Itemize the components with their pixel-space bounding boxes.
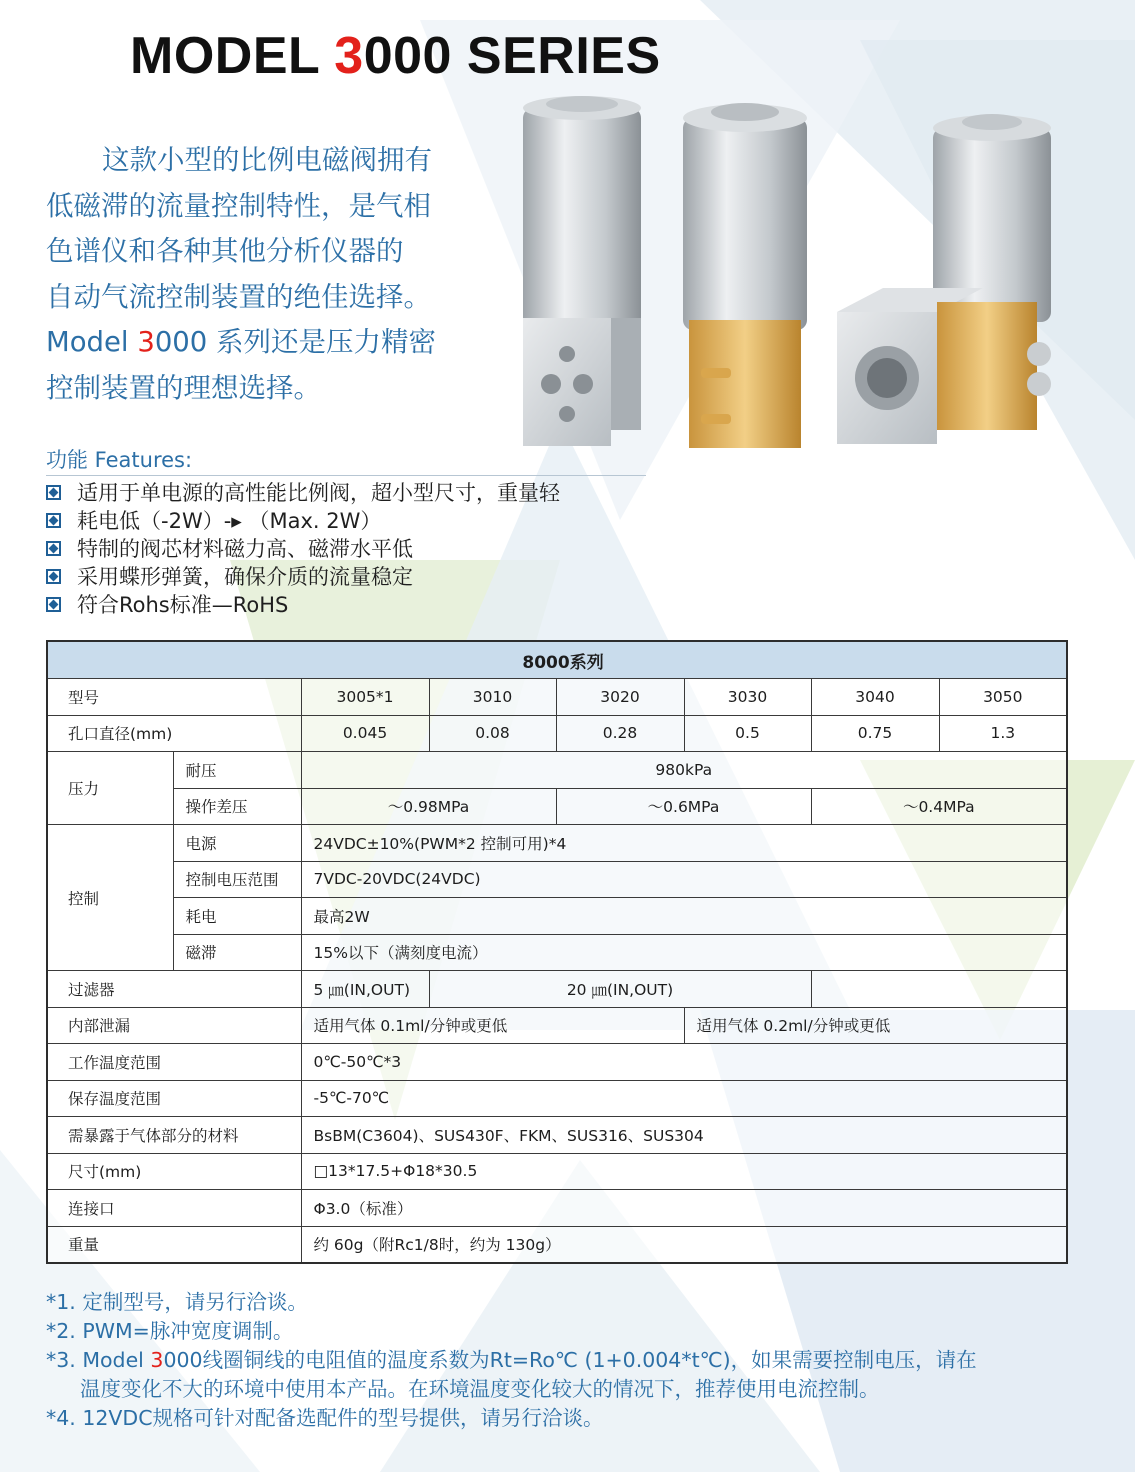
footnotes <box>46 1288 977 1433</box>
table-row <box>47 934 1067 971</box>
port-value: Φ3.0（标准） <box>301 1190 1067 1227</box>
diamond-bullet-icon <box>46 569 61 584</box>
power-label: 电源 <box>173 825 301 862</box>
model-cell: 3020 <box>556 679 684 716</box>
diff-pressure-label: 操作差压 <box>173 788 301 825</box>
table-header-row <box>47 641 1067 679</box>
table-row <box>47 1080 1067 1117</box>
filter-label: 过滤器 <box>47 971 301 1008</box>
valve-brass <box>683 103 807 448</box>
hysteresis-value: 15%以下（满刻度电流） <box>301 934 1067 971</box>
page-title <box>130 26 661 86</box>
leak-value: 适用气体 0.2ml/分钟或更低 <box>684 1007 1067 1044</box>
port-label: 连接口 <box>47 1190 301 1227</box>
footnote-3-prefix: *3. Model <box>46 1348 151 1372</box>
table-row <box>47 1153 1067 1190</box>
feature-text: 适用于单电源的高性能比例阀，超小型尺寸，重量轻 <box>77 481 560 505</box>
footnote-4: *4. 12VDC规格可针对配备选配件的型号提供，请另行洽谈。 <box>46 1406 604 1430</box>
intro-line-2: 低磁滞的流量控制特性，是气相 <box>46 189 431 222</box>
proof-pressure-label: 耐压 <box>173 752 301 789</box>
product-photos <box>505 92 1065 462</box>
table-row <box>47 1226 1067 1263</box>
valve-block <box>837 114 1051 444</box>
footnote-3-suffix: 000线圈铜线的电阻值的温度系数为Rt=Ro℃ (1+0.004*t℃)，如果需要控制电压，请在 <box>163 1348 977 1372</box>
features-heading: 功能 Features: <box>46 448 193 472</box>
table-row <box>47 788 1067 825</box>
feature-text: 特制的阀芯材料磁力高、磁滞水平低 <box>77 537 413 561</box>
table-row <box>47 679 1067 716</box>
filter-empty-cell <box>811 971 1067 1008</box>
intro-model-prefix: Model <box>46 326 138 358</box>
orifice-cell: 1.3 <box>939 715 1067 752</box>
weight-value: 约 60g（附Rc1/8时，约为 130g） <box>301 1226 1067 1263</box>
material-label: 需暴露于气体部分的材料 <box>47 1117 301 1154</box>
footnote-handwritten-digit: 3 <box>150 1348 164 1372</box>
intro-line-5 <box>46 320 476 366</box>
table-row <box>47 898 1067 935</box>
table-row <box>47 825 1067 862</box>
control-label: 控制 <box>47 825 173 971</box>
table-row <box>47 971 1067 1008</box>
power-value: 24VDC±10%(PWM*2 控制可用)*4 <box>301 825 1067 862</box>
voltage-range-value: 7VDC-20VDC(24VDC) <box>301 861 1067 898</box>
features-divider <box>46 475 646 476</box>
leak-value: 适用气体 0.1ml/分钟或更低 <box>301 1007 684 1044</box>
leak-label: 内部泄漏 <box>47 1007 301 1044</box>
feature-item <box>46 534 560 562</box>
table-row <box>47 1190 1067 1227</box>
intro-line-1: 这款小型的比例电磁阀拥有 <box>102 144 432 176</box>
spec-table <box>46 640 1068 1264</box>
model-label: 型号 <box>47 679 301 716</box>
intro-line-6: 控制装置的理想选择。 <box>46 371 321 404</box>
diff-pressure-value: ～0.98MPa <box>301 788 556 825</box>
title-suffix: 000 SERIES <box>363 27 661 85</box>
orifice-cell: 0.08 <box>429 715 556 752</box>
op-temp-label: 工作温度范围 <box>47 1044 301 1081</box>
footnote-3-continued: 温度变化不大的环境中使用本产品。在环境温度变化较大的情况下，推荐使用电流控制。 <box>80 1377 880 1401</box>
intro-paragraph <box>46 138 476 411</box>
pressure-label: 压力 <box>47 752 173 825</box>
proof-pressure-value: 980kPa <box>301 752 1067 789</box>
model-cell: 3010 <box>429 679 556 716</box>
diamond-bullet-icon <box>46 597 61 612</box>
footnote-2: *2. PWM=脉冲宽度调制。 <box>46 1319 294 1343</box>
filter-value: 20 ㎛(IN,OUT) <box>429 971 811 1008</box>
storage-temp-label: 保存温度范围 <box>47 1080 301 1117</box>
table-row <box>47 715 1067 752</box>
series-header: 8000系列 <box>47 641 1067 679</box>
feature-item <box>46 590 560 618</box>
table-row <box>47 1007 1067 1044</box>
table-row <box>47 861 1067 898</box>
orifice-cell: 0.5 <box>684 715 811 752</box>
intro-handwritten-digit: 3 <box>137 326 155 358</box>
intro-line-3: 色谱仪和各种其他分析仪器的 <box>46 235 404 267</box>
storage-temp-value: -5℃-70℃ <box>301 1080 1067 1117</box>
footnote-1: *1. 定制型号，请另行洽谈。 <box>46 1290 308 1314</box>
intro-model-suffix: 000 系列还是压力精密 <box>154 326 437 358</box>
model-cell: 3005*1 <box>301 679 429 716</box>
diamond-bullet-icon <box>46 513 61 528</box>
title-prefix: MODEL <box>130 27 335 85</box>
consumption-value: 最高2W <box>301 898 1067 935</box>
model-cell: 3050 <box>939 679 1067 716</box>
weight-label: 重量 <box>47 1226 301 1263</box>
feature-item <box>46 478 560 506</box>
intro-line-4: 自动气流控制装置的绝佳选择。 <box>46 280 431 313</box>
orifice-cell: 0.75 <box>811 715 939 752</box>
orifice-cell: 0.28 <box>556 715 684 752</box>
filter-value: 5 ㎛(IN,OUT) <box>301 971 429 1008</box>
op-temp-value: 0℃-50℃*3 <box>301 1044 1067 1081</box>
table-row <box>47 752 1067 789</box>
model-cell: 3030 <box>684 679 811 716</box>
voltage-range-label: 控制电压范围 <box>173 861 301 898</box>
table-row <box>47 1044 1067 1081</box>
hysteresis-label: 磁滞 <box>173 934 301 971</box>
diff-pressure-value: ～0.6MPa <box>556 788 811 825</box>
valve-aluminum <box>523 96 641 446</box>
diff-pressure-value: ～0.4MPa <box>811 788 1067 825</box>
orifice-cell: 0.045 <box>301 715 429 752</box>
feature-item <box>46 562 560 590</box>
consumption-label: 耗电 <box>173 898 301 935</box>
size-label: 尺寸(mm) <box>47 1153 301 1190</box>
table-row <box>47 1117 1067 1154</box>
orifice-label: 孔口直径(mm) <box>47 715 301 752</box>
feature-text: 采用蝶形弹簧，确保介质的流量稳定 <box>77 565 413 589</box>
material-value: BsBM(C3604)、SUS430F、FKM、SUS316、SUS304 <box>301 1117 1067 1154</box>
features-list <box>46 478 560 618</box>
diamond-bullet-icon <box>46 541 61 556</box>
feature-item <box>46 506 560 534</box>
diamond-bullet-icon <box>46 485 61 500</box>
handwritten-digit: 3 <box>334 27 364 85</box>
size-value: □13*17.5+Φ18*30.5 <box>301 1153 1067 1190</box>
feature-text: 耗电低（-2W）-▸ （Max. 2W） <box>77 509 382 533</box>
footnote-3 <box>46 1346 977 1375</box>
model-cell: 3040 <box>811 679 939 716</box>
feature-text: 符合Rohs标准—RoHS <box>77 593 289 617</box>
